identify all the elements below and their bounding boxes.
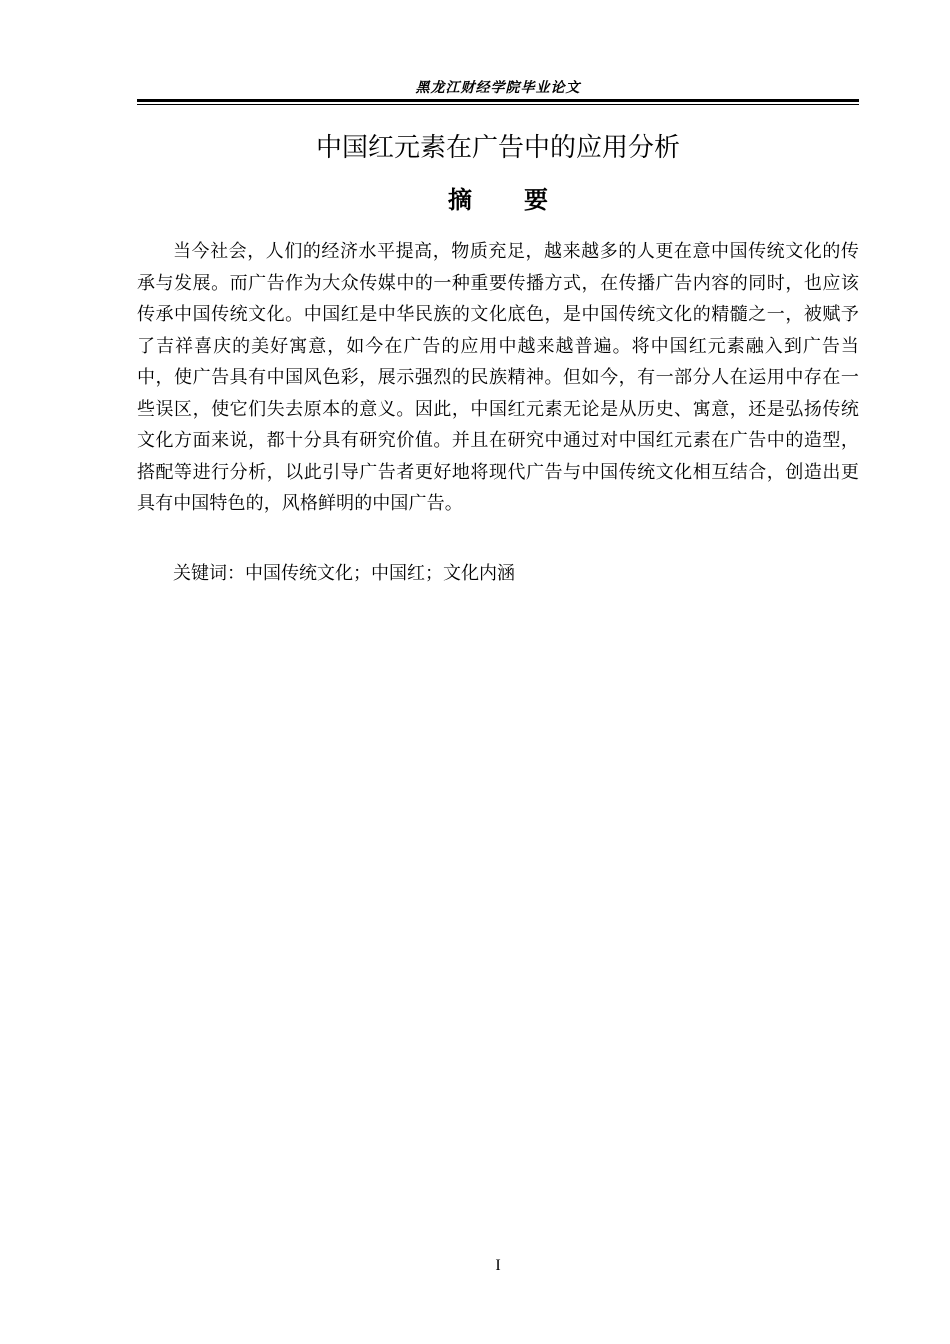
keywords-line [173, 560, 859, 588]
abstract-heading: 摘要 [448, 186, 600, 214]
keywords-label: 关键词： [173, 563, 245, 584]
running-header: 黑龙江财经学院毕业论文 [415, 80, 581, 96]
page-number: I [495, 1257, 501, 1274]
keywords-text: 中国传统文化；中国红；文化内涵 [245, 563, 515, 584]
paper-title: 中国红元素在广告中的应用分析 [315, 133, 680, 163]
header-rule-thick [137, 99, 859, 102]
header-rule-thin [137, 104, 859, 105]
abstract-body: 当今社会，人们的经济水平提高，物质充足，越来越多的人更在意中国传统文化的传承与发展。而广告作为大众传媒中的一种重要传播方式，在传播广告内容的同时，也应该传承中国传统文化。中国红是中华民族的文化底色，是中国传统文化的精髓之一，被赋予了吉祥喜庆的美好寓意，如今在广告的应用中越来越普遍。将中国红元素融入到广告当中，使广告具有中国风色彩，展示强烈的民族精神。但如今，有一部分人在运用中存在一些误区，使它们失去原本的意义。因此，中国红元素无论是从历史、寓意，还是弘扬传统文化方面来说，都十分具有研究价值。并且在研究中通过对中国红元素在广告中的造型，搭配等进行分析，以此引导广告者更好地将现代广告与中国传统文化相互结合，创造出更具有中国特色的，风格鲜明的中国广告。 [137, 241, 859, 514]
